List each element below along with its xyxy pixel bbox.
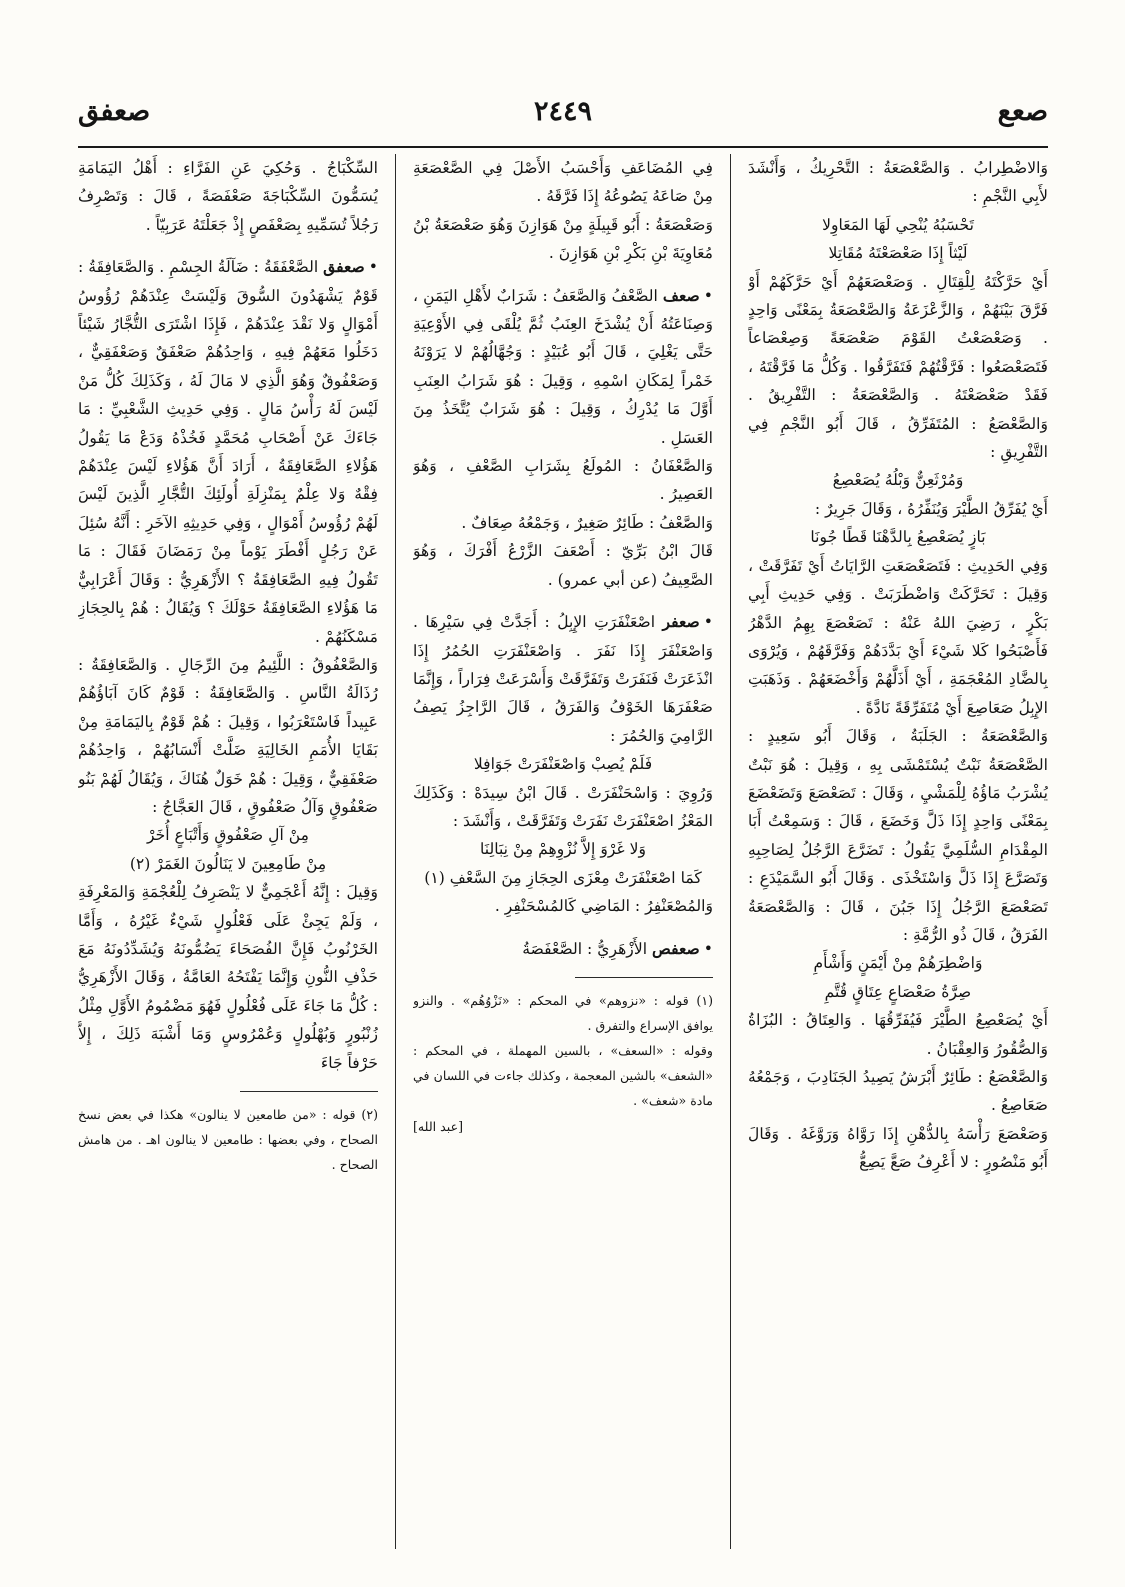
page-header <box>78 96 1048 146</box>
verse-line: مِنْ آلِ صَعْفُوقٍ وَأَتْبَاعٍ أُخَرْ <box>146 826 310 845</box>
entry-bullet-icon: • <box>703 613 713 632</box>
paragraph: السِّكْبَاجُ . وَحُكِيَ عَنِ الفَرَّاءِ : أَهْلُ اليَمَامَةِ يُسَمُّونَ السِّكْبَاجَةَ صَعْفَصَةً ، قَالَ : وَتَصْرِفُ رَجُلاً تُسَمِّيهِ بِصَعْفَصٍ إِذْ جَعَلْتَهُ عَرَبِيّاً . <box>78 159 378 234</box>
verse-line: وَلا غَرْوَ إِلاَّ نُزْوِهِمْ مِنْ نِبَالِنَا <box>479 840 647 859</box>
paragraph: أَيْ حَرَّكْتَهُ لِلْقِتَالِ . وَصَعْصَعَهُمْ أَيْ حَرَّكَهُمْ أَوْ فَرَّقَ بَيْنَهُمْ ، وَالزَّعْزَعَةُ وَالصَّعْصَعَةُ بِمَعْنًى وَاحِدٍ . وَصَعْصَعْتُ القَوْمَ صَعْصَعَةً وَصِعْصَاعاً فَتَصَعْصَعُوا : فَرَّقْتُهُمْ فَتَفَرَّقُوا . وَكُلُّ مَا فَرَّقْتَهُ ، فَقَدْ صَعْصَعْتَهُ . وَالصَّعْصَعَةُ : التَّفْرِيقُ . وَالصَّعْصَعُ : المُتَفَرِّقُ ، قَالَ أَبُو النَّجْمِ فِي التَّفْرِيقِ : <box>748 272 1048 462</box>
entry-text: الصَّعْفَقَةُ : ضَآلَةُ الجِسْمِ . وَالصَّعَافِقَةُ : قَوْمٌ يَشْهَدُونَ السُّوقَ وَلَيْسَتْ عِنْدَهُمْ رُؤُوسُ أَمْوَالٍ وَلا نَقْدَ عِنْدَهُمْ ، فَإِذَا اشْتَرَى التُّجَّارُ شَيْئاً دَخَلُوا مَعَهُمْ فِيهِ ، وَاحِدُهُمْ صَعْفَقٌ وَصَعْفَقِيٌّ ، وَصَعْفُوقٌ وَهُوَ الَّذِي لا مَالَ لَهُ ، وَكَذَلِكَ كُلُّ مَنْ لَيْسَ لَهُ رَأْسُ مَالٍ . وَفِي حَدِيثِ الشَّعْبِيِّ : مَا جَاءَكَ عَنْ أَصْحَابِ مُحَمَّدٍ فَخُذْهُ وَدَعْ مَا يَقُولُ هَؤُلاءِ الصَّعَافِقَةُ ، أَرَادَ أَنَّ هَؤُلاءِ لَيْسَ عِنْدَهُمْ فِقْهٌ وَلا عِلْمٌ بِمَنْزِلَةِ أُولَئِكَ التُّجَّارِ الَّذِينَ لَيْسَ لَهُمْ رُؤُوسُ أَمْوَالٍ ، وَفِي حَدِيثِهِ الآخَرِ : أَنَّهُ سُئِلَ عَنْ رَجُلٍ أَفْطَرَ يَوْماً مِنْ رَمَضَانَ فَقَالَ : مَا تَقُولُ فِيهِ الصَّعَافِقَةُ ؟ الأَزْهَرِيُّ : وَقَالَ أَعْرَابِيٌّ مَا هَؤُلاءِ الصَّعَافِقَةُ حَوْلَكَ ؟ وَيُقَالُ : هُمْ بِالحِجَازِ مَسْكَنُهُمْ . <box>78 258 378 646</box>
paragraph: وَالصَّعْفُوقُ : اللَّئِيمُ مِنَ الرِّجَالِ . وَالصَّعَافِقَةُ : رُذَالَةُ النَّاسِ . وَالصَّعَافِقَةُ : قَوْمٌ كَانَ آبَاؤُهُمْ عَبِيداً فَاسْتَعْرَبُوا ، وَقِيلَ : هُمْ قَوْمٌ بِاليَمَامَةِ مِنْ بَقَايَا الأُمَمِ الخَالِيَةِ ضَلَّتْ أَنْسَابُهُمْ ، وَاحِدُهُمْ صَعْفَقِيٌّ ، وَقِيلَ : هُمْ خَوَلٌ هُنَاكَ ، وَيُقَالُ لَهُمْ بَنُو صَعْفُوقٍ وَآلُ صَعْفُوقٍ ، قَالَ العَجَّاجُ : <box>78 655 378 816</box>
paragraph: أَيْ يُصَعْصِعُ الطَّيْرَ فَيُفَرِّقُهَا . وَالعِتَاقُ : البُزَاةُ وَالصُّقُورُ وَالعِقْبَانُ . <box>748 1011 1048 1058</box>
column-right <box>748 154 1048 1549</box>
verse-line: مِنْ طَامِعِينَ لا يَنَالُونَ الغَمَرْ (٢) <box>129 854 327 873</box>
entry-headword: صعفص <box>652 938 700 958</box>
entry-headword: صعفر <box>662 612 700 632</box>
paragraph: وَصَعْصَعَ رَأْسَهُ بِالدُّهْنِ إِذَا رَوَّاهُ وَرَوَّغَهُ . وَقَالَ أَبُو مَنْصُورٍ : لا أَعْرِفُ صَعَّ يَصِعُّ <box>748 1124 1048 1172</box>
dictionary-entry <box>413 935 713 963</box>
column-separator <box>730 154 731 1549</box>
paragraph: وَصَعْصَعَةُ : أَبُو قَبِيلَةٍ مِنْ هَوَازِنَ وَهُوَ صَعْصَعَةُ بْنُ مُعَاوِيَةَ بْنِ بَكْرِ بْنِ هَوَازِنَ . <box>413 215 713 263</box>
verse-line: بَازٍ يُصَعْصِعُ بِالدَّهْنَا قَطًا جُونَا <box>810 528 986 547</box>
verse-line: فَلَمْ يُصِبْ وَاصْعَنْفَرَتْ جَوَافِلا <box>473 755 653 774</box>
verse-line: وَاضْطِرَهُمْ مِنْ أَيْمَنٍ وَأَشْأَمِ <box>813 954 983 973</box>
paragraph: وَقِيلَ : إِنَّهُ أَعْجَمِيٌّ لا يَنْصَرِفُ لِلْعُجْمَةِ وَالمَعْرِفَةِ ، وَلَمْ يَجِئْ عَلَى فَعْلُولٍ شَيْءٌ غَيْرُهُ ، وَأَمَّا الخَرْنُوبُ فَإِنَّ الفُصَحَاءَ يَضُمُّونَهُ وَيُشَدِّدُونَهُ مَعَ حَذْفِ النُّونِ وَإِنَّمَا يَفْتَحُهُ العَامَّةُ ، وَقَالَ الأَزْهَرِيُّ : كُلُّ مَا جَاءَ عَلَى فُعْلُولٍ فَهُوَ مَضْمُومُ الأَوَّلِ مِثْلُ زُنْبُورٍ وَبُهْلُولٍ وَعُمْرُوسٍ وَمَا أَشْبَهَ ذَلِكَ ، إِلاَّ حَرْفاً جَاءَ <box>78 883 378 1072</box>
entry-bullet-icon: • <box>703 286 713 305</box>
footnote-separator <box>240 1091 378 1092</box>
paragraph: وَالصَّعْصَعَةُ : الجَلَبَةُ ، وَقَالَ أَبُو سَعِيدٍ : الصَّعْصَعَةُ نَبْتٌ يُسْتَمْشَى بِهِ ، وَقِيلَ : هُوَ نَبْتٌ يُشْرَبُ مَاؤُهُ لِلْمَشْيِ ، وَقَالَ : تَصَعْصَعَ وَتَضَعْضَعَ بِمَعْنًى وَاحِدٍ إِذَا ذَلَّ وَخَضَعَ ، قَالَ : وَسَمِعْتُ أَبَا المِقْدَامِ السُّلَمِيَّ يَقُولُ : تَضَرَّعَ الرَّجُلُ لِصَاحِبِهِ وَتَصَرَّعَ إِذَا ذَلَّ وَاسْتَخْذَى . وَقَالَ أَبُو السَّمَيْدَعِ : تَصَعْصَعَ الرَّجُلُ إِذَا جَبُنَ ، قَالَ : وَالصَّعْصَعَةُ الفَرَقُ ، قَالَ ذُو الرُّمَّةِ : <box>748 727 1048 944</box>
verse-line: لَيْثاً إِذَا صَعْصَعْتَهُ مُقَاتِلا <box>828 244 968 263</box>
paragraph: وَالمُصْعَنْفِرُ : المَاضِي كَالمُسْحَنْفِرِ . <box>494 897 713 916</box>
dictionary-entry <box>413 282 713 452</box>
paragraph: وَفِي الحَدِيثِ : فَتَصَعْصَعَتِ الرَّايَاتُ أَيْ تَفَرَّقَتْ ، وَقِيلَ : تَحَرَّكَتْ وَاضْطَرَبَتْ . وَفِي حَدِيثِ أَبِي بَكْرٍ ، رَضِيَ اللهُ عَنْهُ : تَصَعْصَعَ بِهِمُ الدَّهْرُ فَأَصْبَحُوا كَلا شَيْءَ أَيْ بَدَّدَهُمْ وَفَرَّقَهُمْ ، وَيُرْوَى بِالضَّادِ المُعْجَمَةِ ، أَيْ أَذَلَّهُمْ وَأَخْضَعَهُمْ . وَذَهَبَتِ الإِبِلُ صَعَاصِعَ أَيْ مُتَفَرِّقَةً نَادَّةً . <box>748 556 1048 717</box>
entry-text: الصَّعْفُ وَالصَّعَفُ : شَرَابٌ لأَهْلِ اليَمَنِ ، وَصِنَاعَتُهُ أَنْ يُشْدَخَ العِنَبُ ثُمَّ يُلْقَى فِي الأَوْعِيَةِ حَتَّى يَغْلِيَ ، قَالَ أَبُو عُبَيْدٍ : وَجُهَّالُهُمْ لا يَرَوْنَهُ خَمْراً لِمَكَانِ اسْمِهِ ، وَقِيلَ : هُوَ شَرَابُ العِنَبِ أَوَّلَ مَا يُدْرِكُ ، وَقِيلَ : هُوَ شَرَابٌ يُتَّخَذُ مِنَ العَسَلِ . <box>413 286 713 447</box>
entry-bullet-icon: • <box>368 258 378 277</box>
paragraph: وَالصَّعْصَعُ : طَائِرٌ أَبْرَشُ يَصِيدُ الجَنَادِبَ ، وَجَمْعُهُ صَعَاصِعُ . <box>748 1068 1048 1115</box>
column-left <box>78 154 378 1549</box>
entry-headword: صعف <box>662 285 700 305</box>
footnote: وقوله : «السعف» ، بالسين المهملة ، في المحكم : «الشعف» بالشين المعجمة ، وكذلك جاءت في اللسان في مادة «شعف» . <box>413 1042 713 1108</box>
entry-text: اصْعَنْفَرَتِ الإِبِلُ : أَجَدَّتْ فِي سَيْرِهَا . وَاصْعَنْفَرَ إِذَا نَفَرَ . وَاصْعَنْفَرَتِ الحُمُرُ إِذَا انْذَعَرَتْ فَنَفَرَتْ وَتَفَرَّقَتْ وَأَسْرَعَتْ فِرَاراً ، وَإِنَّمَا صَعْفَرَهَا الخَوْفُ وَالفَرَقُ ، قَالَ الرَّاجِزُ يَصِفُ الرَّامِيَ وَالحُمُرَ : <box>413 613 713 745</box>
column-separator <box>395 154 396 1549</box>
entry-text: الأَزْهَرِيُّ : الصَّعْفَصَةُ <box>522 939 653 958</box>
entry-headword: صعفق <box>323 257 365 277</box>
verse-line: تَحْسَبُهُ يُنْحِي لَهَا المَعَاوِلا <box>822 215 974 234</box>
footnote: (٢) قوله : «من طامعين لا ينالون» هكذا في بعض نسخ الصحاح ، وفي بعضها : طامعين لا ينالون اهـ . من هامش الصحاح . <box>78 1107 378 1172</box>
footnote-separator <box>575 977 713 978</box>
paragraph: أَيْ يُفَرِّقُ الطَّيْرَ وَيُنَفِّرُهُ ، وَقَالَ جَرِيرٌ : <box>814 499 1048 518</box>
page-number: ٢٤٤٩ <box>533 96 592 127</box>
footnote: (١) قوله : «نزوهم» في المحكم : «نَزْوُهُم» . والنزو يوافق الإسراع والتفرق . <box>413 992 713 1033</box>
paragraph: وَالصَّعْفُ : طَائِرٌ صَغِيرٌ ، وَجَمْعُهُ صِعَافٌ . <box>461 513 713 532</box>
dictionary-entry <box>413 608 713 750</box>
verse-line: صِرَّةُ صَعْصَاعٍ عِتَاقٍ قُتَّمِ <box>824 982 972 1001</box>
header-left-word: صعفق <box>78 96 151 127</box>
header-rule <box>78 146 1048 148</box>
footnote-signature: [عبد الله] <box>413 1118 464 1134</box>
entry-bullet-icon: • <box>703 939 713 958</box>
paragraph: قَالَ ابْنُ بَرِّيّ : أَصْعَفَ الزَّرْعُ أَفْرَكَ ، وَهُوَ الصَّعِيفُ (عن أبي عمرو) . <box>413 542 713 589</box>
paragraph: فِي المُضَاعَفِ وَأَحْسَبُ الأَصْلَ فِي الصَّعْصَعَةِ مِنْ صَاعَهُ يَصُوعُهُ إِذَا فَرَّقَهُ . <box>413 159 713 206</box>
paragraph: وَالصَّعْفَانُ : المُولَعُ بِشَرَابِ الصَّعْفِ ، وَهُوَ العَصِيرُ . <box>413 457 713 504</box>
header-right-word: صعع <box>997 96 1048 127</box>
dictionary-entry <box>78 253 378 651</box>
verse-line: وَمُرْثَعِنٌّ وَبْلُهُ يُصَعْصِعُ <box>832 471 964 490</box>
verse-line: كَمَا اصْعَنْفَرَتْ مِعْزَى الحِجَازِ مِنَ السَّعْفِ (١) <box>424 868 702 887</box>
paragraph: وَالاضْطِرابُ . وَالصَّعْصَعَةُ : التَّحْرِيكُ ، وَأَنْشَدَ لأَبِي النَّجْمِ : <box>748 159 1048 206</box>
column-middle <box>413 154 713 1549</box>
paragraph: وَرُوِيَ : وَاسْحَنْفَرَتْ . قَالَ ابْنُ سِيدَهْ : وَكَذَلِكَ المَعْزُ اصْعَنْفَرَتْ نَفَرَتْ وَتَفَرَّقَتْ ، وَأَنْشَدَ : <box>413 783 713 830</box>
